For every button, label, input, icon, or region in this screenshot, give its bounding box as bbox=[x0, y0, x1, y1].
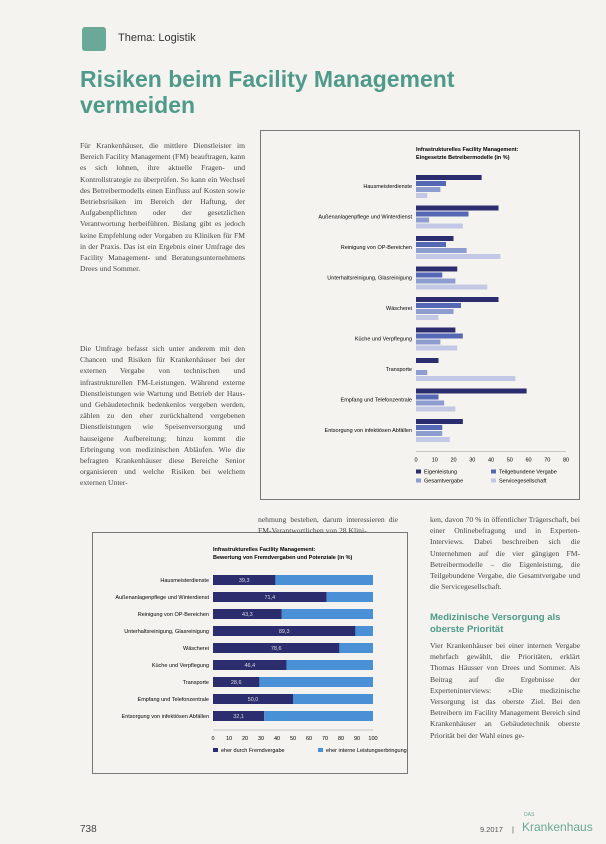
bar bbox=[416, 328, 455, 333]
bar bbox=[416, 425, 442, 430]
category-label: Entsorgung von infektiösen Abfällen bbox=[121, 714, 209, 720]
bar bbox=[416, 419, 463, 424]
category-label: Entsorgung von infektiösen Abfällen bbox=[324, 428, 412, 434]
bar bbox=[416, 370, 427, 375]
bar bbox=[416, 315, 439, 320]
magazine-prefix: DAS bbox=[524, 812, 535, 818]
data-label: 89,3 bbox=[278, 629, 290, 635]
category-label: Küche und Verpflegung bbox=[151, 663, 209, 669]
category-label: Hausmeisterdienste bbox=[363, 184, 412, 190]
bar bbox=[416, 346, 457, 351]
page-number: 738 bbox=[80, 824, 97, 835]
bar bbox=[416, 267, 457, 272]
legend-label: eher durch Fremdvergabe bbox=[221, 748, 285, 754]
chart-operator-models-svg bbox=[261, 131, 579, 499]
bar bbox=[416, 401, 444, 406]
bar bbox=[416, 242, 446, 247]
article-column-3 bbox=[430, 514, 580, 592]
bar bbox=[416, 206, 499, 211]
chart1-title-line1: Infrastrukturelles Facility Management: bbox=[416, 147, 519, 153]
chart1-title-line2: Eingesetzte Betreibermodelle (in %) bbox=[416, 155, 510, 161]
bar bbox=[416, 431, 442, 436]
tick-label: 100 bbox=[368, 736, 378, 742]
footer-separator: | bbox=[512, 825, 514, 834]
tick-label: 70 bbox=[321, 736, 329, 742]
chart2-title-line2: Bewertung von Fremdvergaben und Potenziale (in %) bbox=[213, 555, 353, 561]
bar bbox=[416, 248, 467, 253]
legend-swatch bbox=[416, 470, 421, 474]
bar bbox=[416, 395, 439, 400]
bar bbox=[416, 187, 440, 192]
bar bbox=[416, 358, 439, 363]
legend-label: Gesamtvergabe bbox=[424, 478, 464, 485]
bar bbox=[416, 334, 463, 339]
paragraph-3: nehmung bestehen, darum interessieren die FM-Verantwortlichen von 28 Klini- bbox=[258, 515, 398, 536]
magazine-name: Krankenhaus bbox=[522, 820, 593, 834]
data-label: 78,6 bbox=[270, 646, 282, 652]
bar bbox=[416, 309, 454, 314]
article-column-3b bbox=[430, 640, 580, 741]
legend-swatch bbox=[318, 748, 323, 752]
bar bbox=[416, 193, 427, 198]
legend-label: Servicegesellschaft bbox=[499, 478, 547, 485]
category-label: Außenanlagenpflege und Winterdienst bbox=[115, 595, 209, 601]
chart-operator-models bbox=[260, 130, 580, 500]
bar bbox=[416, 218, 429, 223]
article-column-1b bbox=[80, 343, 245, 489]
stacked-bar bbox=[259, 677, 373, 687]
category-label: Unterhaltsreinigung, Glasreinigung bbox=[327, 275, 412, 282]
stacked-bar bbox=[282, 609, 373, 619]
bar bbox=[416, 285, 487, 290]
category-label: Transporte bbox=[385, 367, 412, 373]
chart-outsourcing-assessment-svg bbox=[93, 533, 407, 773]
article-column-2 bbox=[258, 514, 398, 536]
chart2-title-line1: Infrastrukturelles Facility Management: bbox=[213, 547, 316, 553]
bar bbox=[416, 437, 450, 442]
data-label: 32,1 bbox=[233, 714, 244, 720]
data-label: 39,3 bbox=[238, 578, 250, 584]
category-label: Hausmeisterdienste bbox=[160, 578, 209, 584]
topic-label: Thema: Logistik bbox=[118, 32, 196, 44]
category-label: Transporte bbox=[182, 680, 209, 686]
tick-label: 60 bbox=[305, 736, 313, 742]
bar bbox=[416, 389, 527, 394]
paragraph-4: ken, davon 70 % in öffentlicher Trägerschaft, bei einer Onlinebefragung und in Experten-Interviews. Dabei beschreiben sich die Unternehmen auf die vier gängigen FM-Betreibermodelle – die Eigenleistung, die Teilgebundene Vergabe, die Gesamtvergabe und die Servicegesellschaft. bbox=[430, 515, 580, 592]
category-label: Empfang und Telefonzentrale bbox=[137, 697, 209, 703]
stacked-bar bbox=[293, 694, 373, 704]
article-title: Risiken beim Facility Management vermeiden bbox=[80, 66, 455, 118]
tick-label: 80 bbox=[562, 457, 570, 464]
category-label: Unterhaltsreinigung, Glasreinigung bbox=[124, 629, 209, 635]
tick-label: 40 bbox=[487, 457, 495, 464]
tick-label: 0 bbox=[211, 736, 215, 742]
paragraph-2: Die Umfrage befasst sich unter anderem mit den Chancen und Risiken für Krankenhäuser bei der externen Vergabe von technischen und infrastrukturellen FM-Leistungen. Während externe Dienstleistungen wie Wartung und Betrieb der Haus- und Gebäudetechnik bedenkenlos vergeben werden, zählen zu den eher zurückhaltend vergebenen Dienstleistungen wie Speisenversorgung und hauseigene Aufbereitung; hinzu kommt die Erbringung von medizinischen Abläufen. Wie die befragten Krankenhäuser diese Bereiche Senior organisieren und welche Risiken bei welchem externen Unter- bbox=[80, 344, 245, 488]
tick-label: 10 bbox=[431, 457, 438, 464]
bar bbox=[416, 340, 440, 345]
paragraph-5: Vier Krankenhäuser bei einer internen Vergabe mehrfach gewählt, die Prioritäten, erklärt Thomas Häusser von Drees und Sommer. Als Beitrag auf die Ergebnisse der Experteninterviews: »Die medizinische Versorgung ist das oberste Ziel. Bei den Betreibern im Facility Management Bereich sind Krankenhäuser an Gebäudetechnik oberste Priorität bei der Wahl eines ge- bbox=[430, 641, 580, 740]
category-label: Reinigung von OP-Bereichen bbox=[137, 612, 209, 618]
tick-label: 80 bbox=[337, 736, 345, 742]
data-label: 71,4 bbox=[264, 595, 276, 601]
tick-label: 60 bbox=[525, 457, 532, 464]
section-subheading: Medizinische Versorgung als oberste Priorität bbox=[430, 612, 561, 635]
stacked-bar bbox=[327, 592, 373, 602]
bar bbox=[416, 297, 499, 302]
bar bbox=[416, 273, 442, 278]
data-label: 28,6 bbox=[230, 680, 242, 686]
tick-label: 10 bbox=[225, 736, 233, 742]
stacked-bar bbox=[287, 660, 373, 670]
bar bbox=[416, 376, 515, 381]
legend-label: Eigenleistung bbox=[424, 469, 458, 476]
category-label: Küche und Verpflegung bbox=[354, 336, 412, 343]
stacked-bar bbox=[339, 643, 373, 653]
topic-color-box bbox=[82, 27, 106, 51]
tick-label: 30 bbox=[469, 457, 476, 464]
bar bbox=[416, 236, 454, 241]
tick-label: 70 bbox=[544, 457, 551, 464]
tick-label: 20 bbox=[241, 736, 249, 742]
issue-date: 9.2017 bbox=[480, 825, 503, 834]
bar bbox=[416, 303, 461, 308]
data-label: 43,3 bbox=[242, 612, 253, 618]
data-label: 46,4 bbox=[244, 663, 256, 669]
legend-swatch bbox=[491, 479, 496, 483]
data-label: 50,0 bbox=[247, 697, 259, 703]
bar bbox=[416, 224, 463, 229]
bar bbox=[416, 175, 482, 180]
legend-label: eher interne Leistungserbringung bbox=[326, 748, 407, 754]
article-column-1 bbox=[80, 140, 245, 274]
bar bbox=[416, 212, 469, 217]
legend-label: Teilgebundene Vergabe bbox=[499, 469, 557, 476]
bar bbox=[416, 407, 455, 412]
tick-label: 0 bbox=[414, 457, 418, 464]
tick-label: 50 bbox=[506, 457, 513, 464]
tick-label: 20 bbox=[450, 457, 457, 464]
legend-swatch bbox=[213, 748, 218, 752]
category-label: Außenanlagenpflege und Winterdienst bbox=[318, 214, 412, 221]
tick-label: 40 bbox=[273, 736, 281, 742]
bar bbox=[416, 181, 446, 186]
legend-swatch bbox=[491, 470, 496, 474]
stacked-bar bbox=[275, 575, 373, 585]
stacked-bar bbox=[264, 711, 373, 721]
legend-swatch bbox=[416, 479, 421, 483]
tick-label: 30 bbox=[257, 736, 265, 742]
bar bbox=[416, 254, 500, 259]
tick-label: 50 bbox=[289, 736, 297, 742]
tick-label: 90 bbox=[353, 736, 361, 742]
category-label: Empfang und Telefonzentrale bbox=[340, 397, 412, 404]
category-label: Reinigung von OP-Bereichen bbox=[340, 245, 412, 251]
paragraph-1: Für Krankenhäuser, die mittlere Dienstleister im Bereich Facility Management (FM) beauftragen, kann es sich lohnen, ihre aktuelle Fragen- und Kontrollstrategie zu überprüfen. So kann ein Wechsel des Betreibermodells einen Einfluss auf Kosten sowie Betriebsrisiken im Bereich der Haftung, der Aufgabenpflichten oder der gesetzlichen Verantwortung herbeiführen. Bislang gibt es jedoch keine Empfehlung oder Vorgaben zu Kliniken für FM in der Praxis. Das ist ein Ergebnis einer Umfrage des Facility Management- und Beratungsunternehmens Drees und Sommer. bbox=[80, 141, 245, 274]
category-label: Wäscherei bbox=[183, 646, 209, 652]
stacked-bar bbox=[355, 626, 373, 636]
chart-outsourcing-assessment bbox=[92, 532, 408, 774]
category-label: Wäscherei bbox=[386, 306, 412, 312]
bar bbox=[416, 279, 455, 284]
